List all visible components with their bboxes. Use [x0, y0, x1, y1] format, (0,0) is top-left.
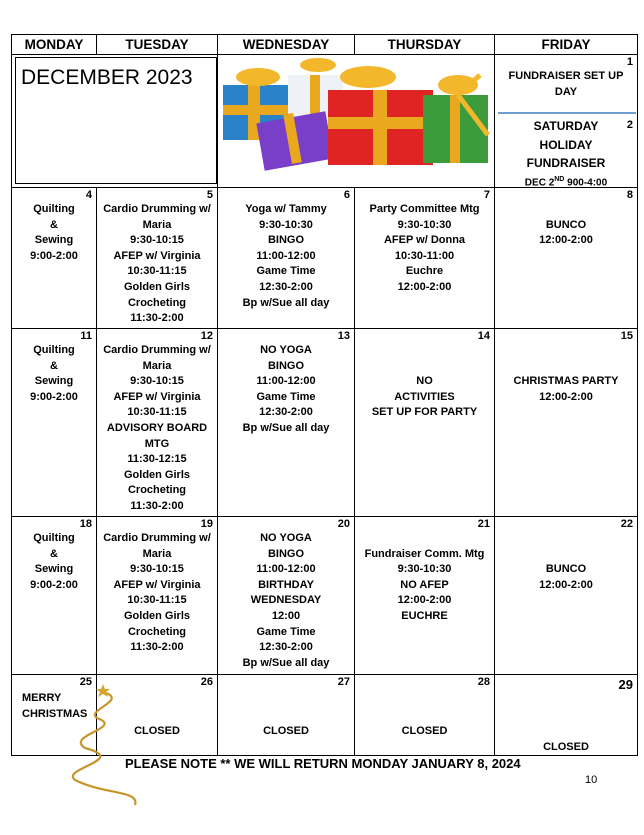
- event-line: CLOSED: [543, 740, 589, 753]
- event-line: [218, 709, 354, 725]
- event-line: BUNCO: [545, 218, 587, 231]
- event-line: 9:30-10:15: [130, 375, 184, 388]
- day-number: 27: [337, 676, 350, 688]
- event-line: NO: [416, 375, 433, 388]
- event-line: AFEP w/ Donna: [383, 234, 466, 247]
- week-row-1: [12, 55, 638, 188]
- event-line: [355, 693, 494, 709]
- day-number: 12: [200, 330, 213, 342]
- event-line: Golden Girls: [123, 280, 190, 293]
- event-line: Fundraiser Comm. Mtg: [364, 547, 485, 560]
- event-line: 9:00-2:00: [30, 390, 78, 403]
- event-line: 9:30-10:30: [397, 563, 452, 576]
- event-line: [218, 693, 354, 709]
- event-line: 12:00-2:00: [539, 390, 593, 403]
- event-line: 11:00-12:00: [256, 375, 316, 388]
- event-line: 10:30-11:15: [127, 406, 187, 419]
- event-line: WEDNESDAY: [250, 594, 322, 607]
- event-line: Quilting: [33, 344, 75, 356]
- event-line: Bp w/Sue all day: [242, 421, 330, 434]
- event-line: DAY: [554, 85, 578, 98]
- day-number: 11: [80, 330, 92, 342]
- event-line: 11:30-2:00: [130, 641, 184, 654]
- event-line: Game Time: [256, 625, 316, 638]
- event-line: BINGO: [267, 234, 305, 247]
- event-line: Quilting: [33, 532, 75, 544]
- event-line: NO YOGA: [260, 344, 312, 356]
- day-number: 18: [79, 518, 92, 530]
- event-line: 9:30-10:15: [130, 234, 184, 247]
- event-line: 11:30-2:00: [130, 499, 184, 512]
- day-number: 26: [200, 676, 213, 688]
- event-line: [495, 359, 637, 375]
- event-line: SET UP FOR PARTY: [371, 406, 478, 419]
- day-cell-3-4: [495, 329, 638, 517]
- day-number: 1: [626, 56, 633, 68]
- event-line: EUCHRE: [401, 609, 448, 622]
- date-prefix: DEC 2: [524, 176, 555, 188]
- event-line: 10:30-11:15: [127, 594, 187, 607]
- week-row-3: [12, 329, 638, 517]
- event-line: 12:00-2:00: [397, 280, 452, 293]
- event-line: MTG: [144, 437, 170, 450]
- event-line: [355, 531, 494, 547]
- day-cell-1-2: [495, 55, 638, 188]
- event-line: BUNCO: [545, 563, 587, 576]
- event-line: Bp w/Sue all day: [242, 656, 330, 669]
- day-cell-5-4: [495, 675, 638, 756]
- day-number: 14: [477, 330, 490, 342]
- event-line: [495, 343, 637, 359]
- event-line: 11:00-12:00: [256, 563, 316, 576]
- day-number: 7: [483, 189, 490, 201]
- event-line: Cardio Drumming w/: [103, 203, 211, 215]
- event-line: 10:30-11:00: [394, 249, 455, 262]
- event-line: SATURDAY: [533, 119, 599, 133]
- day-number: 21: [477, 518, 490, 530]
- event-line: 11:30-2:00: [130, 312, 184, 325]
- event-line: Cardio Drumming w/: [103, 344, 211, 356]
- date-sup: ND: [554, 175, 565, 183]
- month-title: DECEMBER 2023: [21, 66, 193, 89]
- day-number: 28: [477, 676, 490, 688]
- event-line: 9:30-10:15: [130, 563, 184, 576]
- day-number: 8: [626, 189, 633, 201]
- day-cell-3-2: [218, 329, 355, 517]
- header-tuesday: TUESDAY: [97, 35, 218, 55]
- event-line: CHRISTMAS PARTY: [513, 375, 619, 388]
- day-number: 25: [79, 676, 92, 688]
- event-line: &: [50, 359, 58, 372]
- day-cell-5-3: [355, 675, 495, 756]
- event-line: &: [50, 547, 58, 560]
- day-number: 20: [337, 518, 350, 530]
- event-line: Golden Girls: [123, 468, 190, 481]
- event-line: [355, 343, 494, 359]
- event-line: 12:30-2:00: [259, 406, 313, 419]
- event-line: Sewing: [34, 234, 74, 247]
- day-number: 22: [620, 518, 633, 530]
- event-line: AFEP w/ Virginia: [113, 249, 201, 262]
- event-line: Yoga w/ Tammy: [245, 203, 327, 215]
- header-wednesday: WEDNESDAY: [218, 35, 355, 55]
- day-number: 4: [85, 189, 92, 201]
- event-line: NO AFEP: [400, 578, 449, 591]
- header-row: [12, 35, 638, 55]
- day-number: 29: [618, 677, 633, 692]
- event-line: [495, 202, 637, 218]
- day-cell-2-3: [355, 188, 495, 329]
- event-line: CHRISTMAS: [22, 707, 88, 720]
- event-line: FUNDRAISER SET UP: [508, 70, 624, 82]
- event-line: 12:30-2:00: [259, 280, 313, 293]
- day-number: 2: [626, 119, 633, 131]
- event-line: [355, 359, 494, 375]
- event-line: Euchre: [405, 265, 444, 278]
- event-line: Golden Girls: [123, 609, 190, 622]
- event-line: 9:00-2:00: [30, 249, 78, 262]
- event-line: 12:30-2:00: [259, 641, 313, 654]
- day-cell-3-0: [12, 329, 97, 517]
- day-cell-4-2: [218, 517, 355, 675]
- date-suffix: 900-4:00: [564, 176, 608, 188]
- event-line: HOLIDAY: [539, 137, 593, 152]
- event-line: Game Time: [256, 390, 316, 403]
- event-line: Cardio Drumming w/: [103, 532, 211, 544]
- event-line: ACTIVITIES: [394, 390, 455, 403]
- event-line: BINGO: [267, 359, 305, 372]
- event-line: FUNDRAISER: [526, 156, 606, 170]
- event-line: 9:30-10:30: [259, 218, 313, 231]
- event-line: MERRY: [22, 692, 62, 704]
- day-number: 6: [343, 189, 350, 201]
- page-number: 10: [585, 774, 598, 786]
- event-line: [495, 547, 637, 563]
- day-cell-2-0: [12, 188, 97, 329]
- event-line: CLOSED: [263, 725, 309, 738]
- day-cell-2-1: [97, 188, 218, 329]
- day-number: 5: [206, 189, 213, 201]
- title-cell: [12, 55, 218, 188]
- header-monday: MONDAY: [12, 35, 97, 55]
- event-line: 11:30-12:15: [127, 453, 187, 466]
- day-cell-4-3: [355, 517, 495, 675]
- day-cell-2-4: [495, 188, 638, 329]
- event-line: Quilting: [33, 203, 75, 215]
- event-line: Maria: [142, 218, 172, 231]
- event-line: [495, 693, 637, 709]
- day-cell-3-1: [97, 329, 218, 517]
- event-line: ADVISORY BOARD: [106, 421, 208, 434]
- event-line: Bp w/Sue all day: [242, 296, 330, 309]
- week-row-4: [12, 517, 638, 675]
- gift-image-cell: [218, 55, 495, 188]
- header-friday: FRIDAY: [495, 35, 638, 55]
- event-line: CLOSED: [401, 725, 448, 738]
- week-row-2: [12, 188, 638, 329]
- event-line: [495, 709, 637, 725]
- event-line: CLOSED: [134, 725, 180, 738]
- event-line: 12:00-2:00: [539, 234, 593, 247]
- event-line: &: [50, 218, 58, 231]
- day-cell-4-0: [12, 517, 97, 675]
- event-line: NO YOGA: [260, 532, 312, 544]
- event-line: [355, 709, 494, 725]
- event-line: Game Time: [256, 265, 316, 278]
- event-line: 12:00-2:00: [539, 578, 593, 591]
- month-title-box: [15, 57, 217, 184]
- event-line: 12:00-2:00: [397, 594, 452, 607]
- event-line: 11:00-12:00: [256, 249, 316, 262]
- day-cell-5-2: [218, 675, 355, 756]
- event-line: 9:00-2:00: [30, 578, 78, 591]
- day-number: 13: [337, 330, 350, 342]
- calendar: [11, 34, 637, 754]
- event-line: Crocheting: [127, 484, 187, 497]
- calendar-table: [11, 34, 638, 756]
- event-line: 9:30-10:30: [397, 218, 452, 231]
- day-cell-4-4: [495, 517, 638, 675]
- event-line: Sewing: [34, 375, 74, 388]
- event-line: Sewing: [34, 563, 74, 576]
- day-cell-2-2: [218, 188, 355, 329]
- event-line: Crocheting: [127, 296, 187, 309]
- gift-boxes-icon: [218, 55, 494, 186]
- day-number: 19: [200, 518, 213, 530]
- footer-note: PLEASE NOTE ** WE WILL RETURN MONDAY JANUARY 8, 2024: [125, 756, 521, 771]
- event-line: Maria: [142, 359, 172, 372]
- day-cell-3-3: [355, 329, 495, 517]
- header-thursday: THURSDAY: [355, 35, 495, 55]
- event-line: [495, 531, 637, 547]
- day-number: 15: [620, 330, 633, 342]
- day-cell-4-1: [97, 517, 218, 675]
- event-line: Maria: [142, 547, 172, 560]
- event-line: BINGO: [267, 547, 305, 560]
- event-line: Crocheting: [127, 625, 187, 638]
- event-line: AFEP w/ Virginia: [113, 578, 201, 591]
- event-line: [495, 724, 637, 740]
- event-line: AFEP w/ Virginia: [113, 390, 201, 403]
- christmas-tree-icon: [55, 680, 145, 810]
- event-line: Party Committee Mtg: [369, 203, 480, 215]
- event-line: 10:30-11:15: [127, 265, 187, 278]
- event-line: BIRTHDAY: [258, 578, 314, 591]
- event-line: 12:00: [271, 609, 301, 622]
